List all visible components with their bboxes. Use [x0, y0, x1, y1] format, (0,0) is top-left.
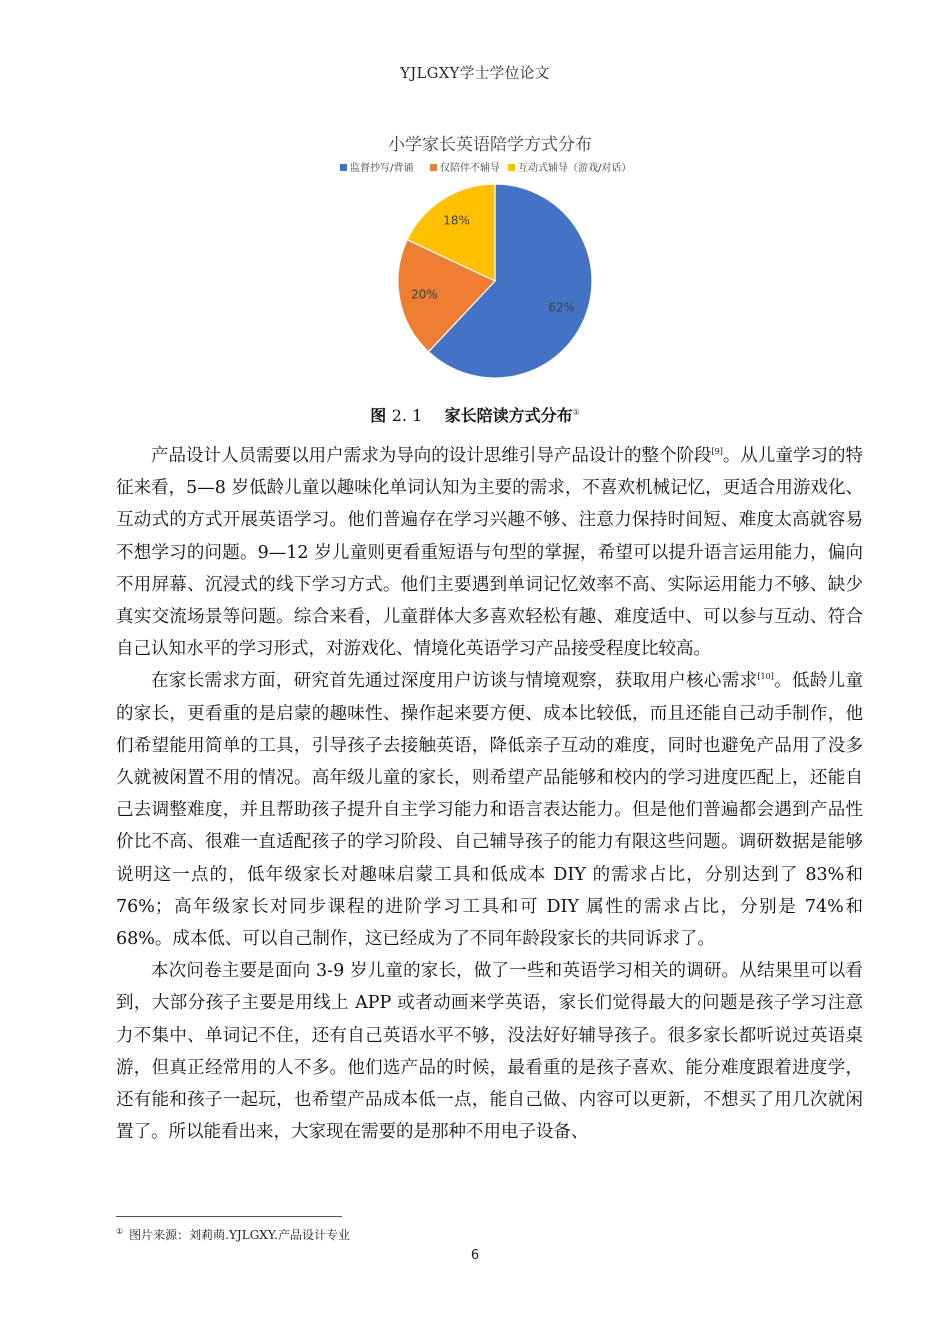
figure-number: 2. 1 [391, 406, 423, 425]
figure-label: 图 [370, 406, 387, 425]
slice-label-2: 20% [411, 287, 438, 302]
chart-title: 小学家长英语陪学方式分布 [388, 135, 592, 155]
page-number: 6 [470, 1248, 480, 1263]
body-text [116, 440, 863, 1148]
paragraph-2 [116, 665, 863, 955]
figure-footnote-mark: ① [572, 407, 580, 417]
paragraph-2-text: 在家长需求方面，研究首先通过深度用户访谈与情境观察，获取用户核心需求 [151, 671, 758, 692]
chart-slices [398, 184, 592, 378]
legend-label-3: 互动式辅导（游戏/对话） [518, 163, 632, 174]
running-header: YJLGXY学士学位论文 [400, 66, 550, 82]
paragraph-1-text: 产品设计人员需要以用户需求为导向的设计思维引导产品设计的整个阶段 [151, 446, 712, 466]
legend-item-2 [430, 161, 500, 174]
footnote-mark: ① [116, 1227, 124, 1236]
slice-label-1: 62% [548, 300, 576, 315]
legend-label-2: 仅陪伴不辅导 [440, 163, 500, 174]
chart-legend [340, 161, 631, 174]
footnote-text: 图片来源：刘莉萌.YJLGXY.产品设计专业 [129, 1228, 351, 1242]
legend-item-1 [340, 161, 413, 174]
paragraph-2-rest: 。低龄儿童的家长，更看重的是启蒙的趣味性、操作起来要方便、成本比较低，而且还能自己动手制作，他们希望能用简单的工具，引导孩子去接触英语，降低亲子互动的难度，同时也避免产品用了没多久就被闲置不用的情况。高年级儿童的家长，则希望产品能够和校内的学习进度匹配上，还能自己去调整难度，并且帮助孩子提升自主学习能力和语言表达能力。但是他们普遍都会遇到产品性价比不高、很难一直适配孩子的学习阶段、自己辅导孩子的能力有限这些问题。调研数据是能够说明这一点的，低年级家长对趣味启蒙工具和低成本 DIY 的需求占比，分别达到了 83%和 76%；高年级家长对同步课程的进阶学习工具和可 DIY 属性的需求占比，分别是 74%和 68%。成本低、可以自己制作，这已经成为了不同年龄段家长的共同诉求了。 [116, 671, 864, 950]
paragraph-3: 本次问卷主要是面向 3-9 岁儿童的家长，做了一些和英语学习相关的调研。从结果里可以看到，大部分孩子主要是用线上 APP 或者动画来学英语，家长们觉得最大的问题是孩子学习注意力不集中、单词记不住，还有自己英语水平不够，没法好好辅导孩子。很多家长都听说过英语桌游，但真正经常用的人不多。他们选产品的时候，最看重的是孩子喜欢、能分难度跟着进度学，还有能和孩子一起玩，也希望产品成本低一点，能自己做、内容可以更新，不想买了用几次就闲置了。所以能看出来，大家现在需要的是那种不用电子设备、 [116, 961, 863, 1143]
legend-swatch-1 [340, 164, 347, 171]
pie-chart [300, 128, 680, 388]
legend-swatch-2 [430, 164, 437, 171]
legend-item-3 [508, 161, 631, 174]
paragraph-1-rest: 。从儿童学习的特征来看，5—8 岁低龄儿童以趣味化单词认知为主要的需求，不喜欢机械记忆，更适合用游戏化、互动式的方式开展英语学习。他们普遍存在学习兴趣不够、注意力保持时间短、难度太高就容易不想学习的问题。9—12 岁儿童则更看重短语与句型的掌握，希望可以提升语言运用能力，偏向不用屏幕、沉浸式的线下学习方式。他们主要遇到单词记忆效率不高、实际运用能力不够、缺少真实交流场景等问题。综合来看，儿童群体大多喜欢轻松有趣、难度适中、可以参与互动、符合自己认知水平的学习形式，对游戏化、情境化英语学习产品接受程度比较高。 [116, 446, 864, 660]
figure-caption [0, 403, 950, 426]
citation-10: [10] [757, 672, 774, 682]
pie-chart-svg [300, 128, 680, 388]
legend-label-1: 监督抄写/背诵 [350, 163, 414, 174]
paragraph-1 [116, 440, 863, 665]
footnote-divider [116, 1216, 342, 1217]
figure-title: 家长陪读方式分布 [444, 406, 573, 425]
slice-label-3: 18% [443, 213, 470, 228]
legend-swatch-3 [508, 164, 515, 171]
footnote [116, 1226, 350, 1243]
citation-9: [9] [711, 447, 723, 457]
